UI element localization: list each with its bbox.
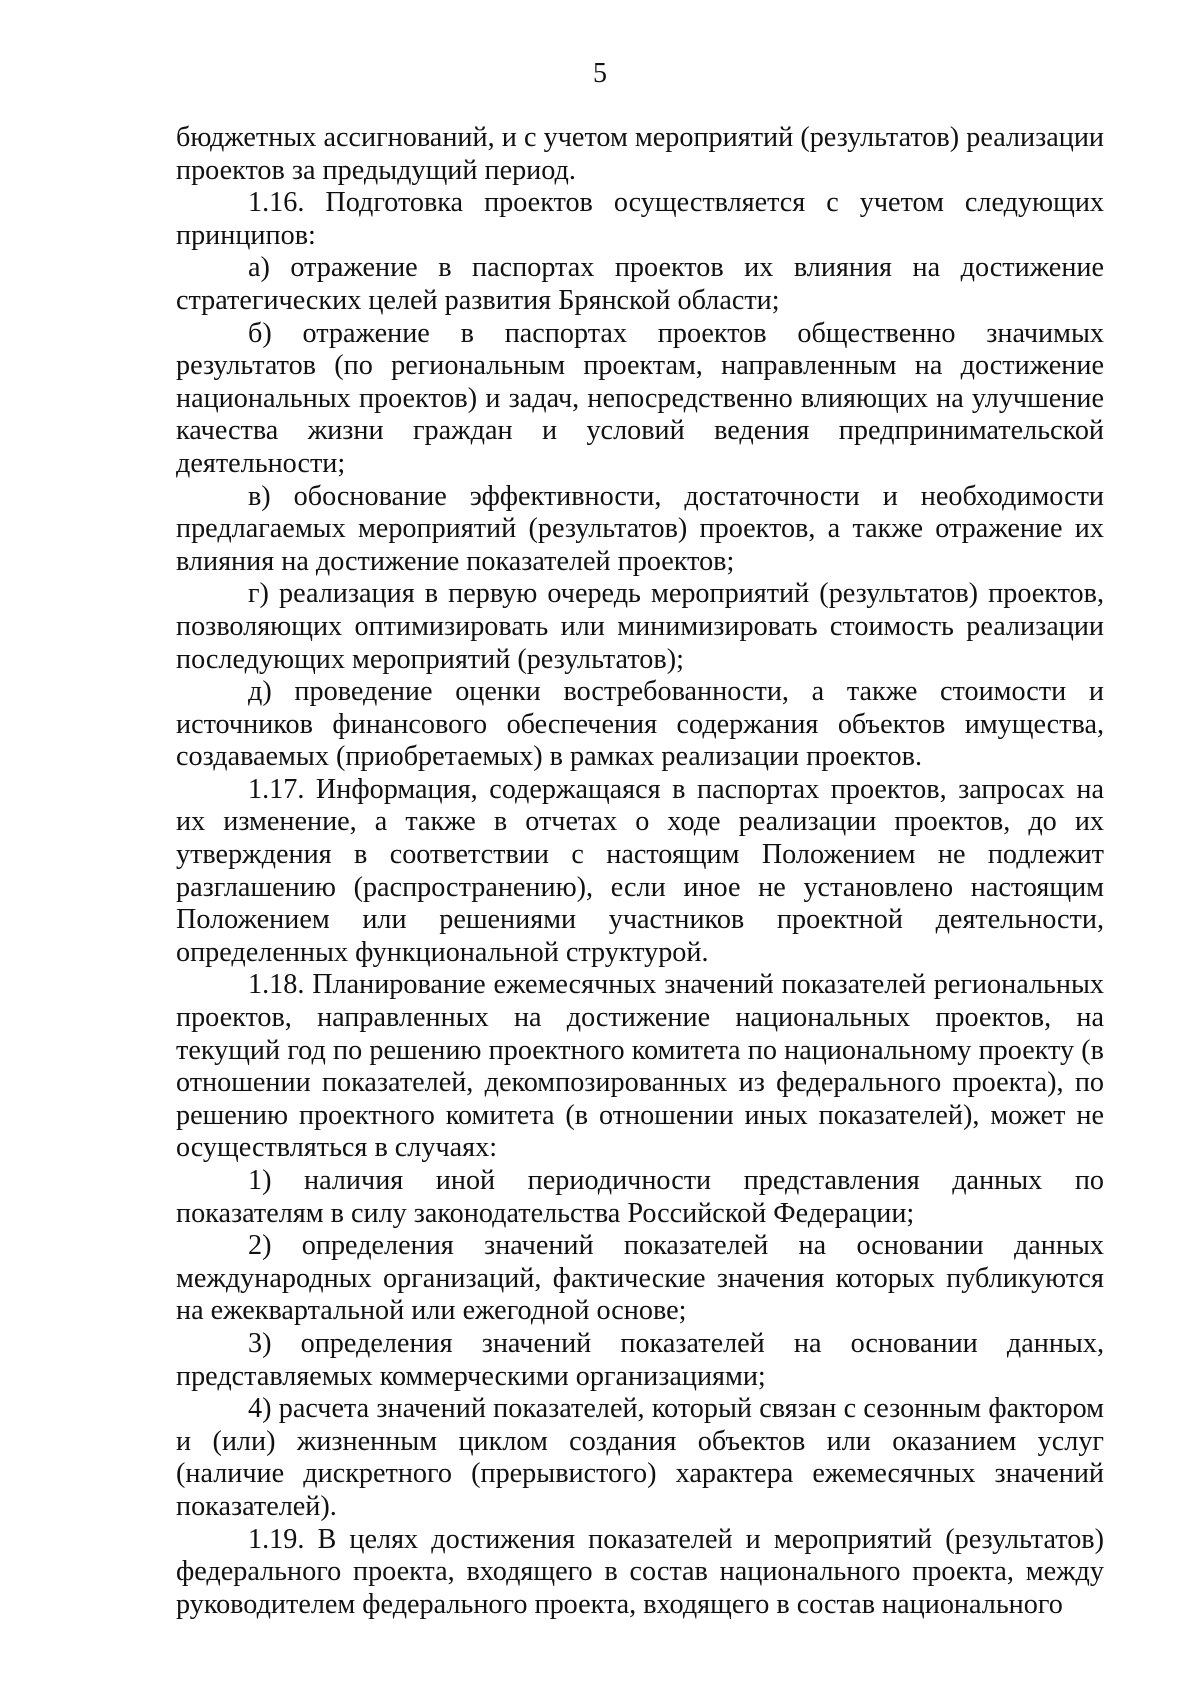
list-item-b: б) отражение в паспортах проектов общественно значимых результатов (по региональным проектам, направленным на достижение национальных проектов) и задач, непосредственно влияющих на улучшение качества жизни граждан и условий ведения предпринимательской деятельности;: [176, 317, 1104, 479]
list-item-2: 2) определения значений показателей на основании данных международных организаций, фактические значения которых публикуются на ежеквартальной или ежегодной основе;: [176, 1230, 1104, 1327]
list-item-1: 1) наличия иной периодичности представления данных по показателям в силу законодательства Российской Федерации;: [176, 1165, 1104, 1229]
paragraph-1-18: 1.18. Планирование ежемесячных значений показателей региональных проектов, направленных на достижение национальных проектов, на текущий год по решению проектного комитета по национальному проекту (в отношении показателей, декомпозированных из федерального проекта), по решению проектного комитета (в отношении иных показателей), может не осуществляться в случаях:: [176, 969, 1104, 1164]
paragraph-continuation: бюджетных ассигнований, и с учетом мероприятий (результатов) реализации проектов за предыдущий период.: [176, 122, 1104, 186]
list-item-4: 4) расчета значений показателей, который связан с сезонным фактором и (или) жизненным циклом создания объектов или оказанием услуг (наличие дискретного (прерывистого) характера ежемесячных значений показателей).: [176, 1393, 1104, 1522]
list-item-d: д) проведение оценки востребованности, а также стоимости и источников финансового обеспечения содержания объектов имущества, создаваемых (приобретаемых) в рамках реализации проектов.: [176, 676, 1104, 773]
paragraph-1-17: 1.17. Информация, содержащаяся в паспортах проектов, запросах на их изменение, а также в отчетах о ходе реализации проектов, до их утверждения в соответствии с настоящим Положением не подлежит разглашению (распространению), если иное не установлено настоящим Положением или решениями участников проектной деятельности, определенных функциональной структурой.: [176, 773, 1104, 968]
page-number: 5: [593, 58, 607, 89]
list-item-3: 3) определения значений показателей на основании данных, представляемых коммерческими организациями;: [176, 1327, 1104, 1392]
list-item-g: г) реализация в первую очередь мероприятий (результатов) проектов, позволяющих оптимизировать или минимизировать стоимость реализации последующих мероприятий (результатов);: [176, 578, 1104, 675]
paragraph-1-19: 1.19. В целях достижения показателей и мероприятий (результатов) федерального проекта, входящего в состав национального проекта, между руководителем федерального проекта, входящего в состав национального: [176, 1523, 1104, 1620]
list-item-a: а) отражение в паспортах проектов их влияния на достижение стратегических целей развития Брянской области;: [176, 252, 1104, 316]
list-item-v: в) обоснование эффективности, достаточности и необходимости предлагаемых мероприятий (результатов) проектов, а также отражение их влияния на достижение показателей проектов;: [176, 480, 1104, 577]
document-body: [176, 122, 1104, 1621]
paragraph-1-16: 1.16. Подготовка проектов осуществляется с учетом следующих принципов:: [176, 187, 1104, 251]
